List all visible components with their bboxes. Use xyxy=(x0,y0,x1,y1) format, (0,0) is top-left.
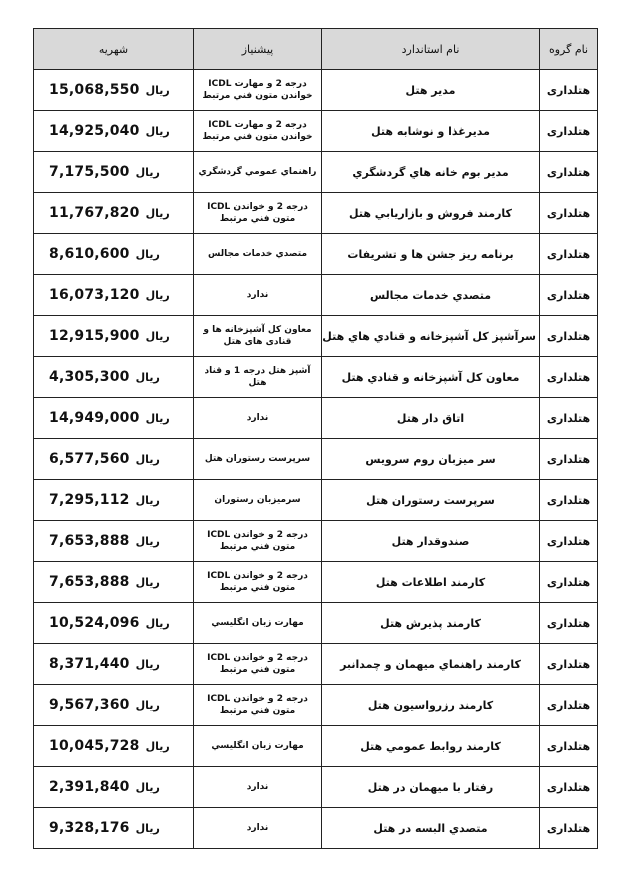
fee-currency: ریال xyxy=(145,412,170,425)
header-standard: نام استاندارد xyxy=(322,29,540,70)
cell-prerequisite: راهنماي عمومي گردشگري xyxy=(194,152,322,193)
cell-group: هتلداری xyxy=(540,398,598,439)
table-row xyxy=(34,398,598,439)
cell-group: هتلداری xyxy=(540,357,598,398)
fee-currency: ریال xyxy=(135,453,160,466)
cell-prerequisite: ندارد xyxy=(194,767,322,808)
cell-fee xyxy=(34,152,194,193)
cell-fee xyxy=(34,767,194,808)
cell-group: هتلداری xyxy=(540,111,598,152)
cell-prerequisite: درجه 2 و خواندن ICDL متون فني مرتبط xyxy=(194,644,322,685)
fee-currency: ریال xyxy=(135,822,160,835)
cell-group: هتلداری xyxy=(540,603,598,644)
cell-fee xyxy=(34,480,194,521)
cell-standard: برنامه ريز جشن ها و تشريفات xyxy=(322,234,540,275)
cell-group: هتلداری xyxy=(540,275,598,316)
fee-amount: 16,073,120 xyxy=(49,287,140,303)
cell-prerequisite: ندارد xyxy=(194,808,322,849)
fee-currency: ریال xyxy=(135,535,160,548)
fee-amount: 12,915,900 xyxy=(49,328,140,344)
fee-value xyxy=(37,492,190,508)
cell-group: هتلداری xyxy=(540,439,598,480)
cell-group: هتلداری xyxy=(540,644,598,685)
cell-prerequisite: مهارت زبان انگليسي xyxy=(194,603,322,644)
cell-standard: سرآشپز کل آشپزخانه و قنادي هاي هتل xyxy=(322,316,540,357)
cell-prerequisite: ندارد xyxy=(194,398,322,439)
cell-fee xyxy=(34,726,194,767)
table-row xyxy=(34,767,598,808)
cell-prerequisite: درجه 2 و خواندن ICDL متون فني مرتبط xyxy=(194,521,322,562)
cell-standard: کارمند اطلاعات هتل xyxy=(322,562,540,603)
table-row xyxy=(34,357,598,398)
fee-currency: ریال xyxy=(145,125,170,138)
cell-fee xyxy=(34,357,194,398)
cell-fee xyxy=(34,644,194,685)
fee-amount: 7,653,888 xyxy=(49,533,130,549)
fee-amount: 15,068,550 xyxy=(49,82,140,98)
cell-group: هتلداری xyxy=(540,726,598,767)
cell-standard: معاون کل آشپزخانه و قنادي هتل xyxy=(322,357,540,398)
fee-amount: 9,567,360 xyxy=(49,697,130,713)
fee-amount: 10,045,728 xyxy=(49,738,140,754)
cell-fee xyxy=(34,808,194,849)
cell-standard: سر میزبان روم سرويس xyxy=(322,439,540,480)
header-prerequisite: پیشنیاز xyxy=(194,29,322,70)
cell-standard: کارمند راهنماي ميهمان و چمدانبر xyxy=(322,644,540,685)
fee-currency: ریال xyxy=(145,617,170,630)
fee-currency: ریال xyxy=(145,84,170,97)
cell-prerequisite: درجه 2 و خواندن ICDL متون فني مرتبط xyxy=(194,193,322,234)
table-row xyxy=(34,644,598,685)
cell-prerequisite: آشپز هتل درجه 1 و قناد هتل xyxy=(194,357,322,398)
cell-group: هتلداری xyxy=(540,562,598,603)
cell-standard: کارمند فروش و بازاريابي هتل xyxy=(322,193,540,234)
table-row xyxy=(34,603,598,644)
header-fee: شهریه xyxy=(34,29,194,70)
cell-standard: سرپرست رستوران هتل xyxy=(322,480,540,521)
fee-value xyxy=(37,369,190,385)
fee-amount: 6,577,560 xyxy=(49,451,130,467)
fee-currency: ریال xyxy=(135,371,160,384)
fee-value xyxy=(37,123,190,139)
fee-value xyxy=(37,246,190,262)
cell-standard: کارمند رزرواسيون هتل xyxy=(322,685,540,726)
cell-prerequisite: مهارت زبان انگليسي xyxy=(194,726,322,767)
fee-currency: ریال xyxy=(135,658,160,671)
fee-amount: 14,949,000 xyxy=(49,410,140,426)
fee-currency: ریال xyxy=(135,781,160,794)
fee-amount: 8,371,440 xyxy=(49,656,130,672)
fee-currency: ریال xyxy=(145,740,170,753)
cell-fee xyxy=(34,316,194,357)
fee-amount: 9,328,176 xyxy=(49,820,130,836)
header-row xyxy=(34,29,598,70)
fee-value xyxy=(37,615,190,631)
cell-fee xyxy=(34,70,194,111)
cell-standard: صندوقدار هتل xyxy=(322,521,540,562)
fee-currency: ریال xyxy=(145,207,170,220)
cell-fee xyxy=(34,685,194,726)
cell-standard: کارمند پذيرش هتل xyxy=(322,603,540,644)
fee-value xyxy=(37,656,190,672)
cell-group: هتلداری xyxy=(540,685,598,726)
cell-prerequisite: سرپرست رستوران هتل xyxy=(194,439,322,480)
cell-prerequisite: متصدي خدمات مجالس xyxy=(194,234,322,275)
fee-value xyxy=(37,451,190,467)
cell-group: هتلداری xyxy=(540,316,598,357)
cell-group: هتلداری xyxy=(540,808,598,849)
table-body xyxy=(34,70,598,849)
fee-value xyxy=(37,410,190,426)
fee-value xyxy=(37,574,190,590)
fee-value xyxy=(37,205,190,221)
header-group: نام گروه xyxy=(540,29,598,70)
fee-amount: 10,524,096 xyxy=(49,615,140,631)
cell-prerequisite: درجه 2 و مهارت ICDL خواندن متون فني مرتبط xyxy=(194,70,322,111)
fee-currency: ریال xyxy=(145,289,170,302)
fee-value xyxy=(37,533,190,549)
fee-amount: 7,295,112 xyxy=(49,492,130,508)
cell-fee xyxy=(34,439,194,480)
cell-prerequisite: ندارد xyxy=(194,275,322,316)
table-row xyxy=(34,480,598,521)
cell-standard: مدیرغذا و نوشابه هتل xyxy=(322,111,540,152)
table-row xyxy=(34,685,598,726)
fee-value xyxy=(37,328,190,344)
table-row xyxy=(34,70,598,111)
fee-currency: ریال xyxy=(135,699,160,712)
table-header xyxy=(34,29,598,70)
fee-table xyxy=(33,28,598,849)
table-row xyxy=(34,234,598,275)
fee-value xyxy=(37,697,190,713)
cell-prerequisite: سرميزبان رستوران xyxy=(194,480,322,521)
fee-amount: 4,305,300 xyxy=(49,369,130,385)
fee-value xyxy=(37,82,190,98)
table-row xyxy=(34,562,598,603)
fee-amount: 7,653,888 xyxy=(49,574,130,590)
cell-fee xyxy=(34,603,194,644)
cell-group: هتلداری xyxy=(540,193,598,234)
cell-fee xyxy=(34,111,194,152)
cell-group: هتلداری xyxy=(540,70,598,111)
cell-group: هتلداری xyxy=(540,152,598,193)
table-row xyxy=(34,439,598,480)
cell-fee xyxy=(34,521,194,562)
fee-amount: 8,610,600 xyxy=(49,246,130,262)
cell-fee xyxy=(34,234,194,275)
cell-standard: کارمند روابط عمومي هتل xyxy=(322,726,540,767)
table-row xyxy=(34,726,598,767)
fee-amount: 11,767,820 xyxy=(49,205,140,221)
fee-value xyxy=(37,287,190,303)
table-row xyxy=(34,193,598,234)
cell-standard: اتاق دار هتل xyxy=(322,398,540,439)
cell-prerequisite: معاون کل آشپزخانه ها و قنادی های هتل xyxy=(194,316,322,357)
fee-amount: 7,175,500 xyxy=(49,164,130,180)
fee-value xyxy=(37,820,190,836)
fee-table-sheet xyxy=(33,28,597,864)
table-row xyxy=(34,521,598,562)
cell-fee xyxy=(34,193,194,234)
cell-standard: مدیر هتل xyxy=(322,70,540,111)
cell-group: هتلداری xyxy=(540,521,598,562)
cell-standard: متصدي البسه در هتل xyxy=(322,808,540,849)
fee-currency: ریال xyxy=(135,576,160,589)
cell-prerequisite: درجه 2 و خواندن ICDL متون فني مرتبط xyxy=(194,685,322,726)
cell-prerequisite: درجه 2 و مهارت ICDL خواندن متون فني مرتبط xyxy=(194,111,322,152)
fee-value xyxy=(37,779,190,795)
table-row xyxy=(34,152,598,193)
cell-standard: رفتار با ميهمان در هتل xyxy=(322,767,540,808)
fee-currency: ریال xyxy=(135,166,160,179)
cell-group: هتلداری xyxy=(540,767,598,808)
cell-group: هتلداری xyxy=(540,234,598,275)
cell-fee xyxy=(34,275,194,316)
table-row xyxy=(34,111,598,152)
fee-currency: ریال xyxy=(145,330,170,343)
fee-currency: ریال xyxy=(135,248,160,261)
fee-value xyxy=(37,738,190,754)
cell-standard: مدیر بوم خانه هاي گردشگري xyxy=(322,152,540,193)
cell-fee xyxy=(34,398,194,439)
table-row xyxy=(34,808,598,849)
table-row xyxy=(34,275,598,316)
cell-group: هتلداری xyxy=(540,480,598,521)
fee-currency: ریال xyxy=(135,494,160,507)
table-row xyxy=(34,316,598,357)
cell-prerequisite: درجه 2 و خواندن ICDL متون فني مرتبط xyxy=(194,562,322,603)
cell-standard: متصدي خدمات مجالس xyxy=(322,275,540,316)
fee-amount: 14,925,040 xyxy=(49,123,140,139)
fee-amount: 2,391,840 xyxy=(49,779,130,795)
fee-value xyxy=(37,164,190,180)
cell-fee xyxy=(34,562,194,603)
